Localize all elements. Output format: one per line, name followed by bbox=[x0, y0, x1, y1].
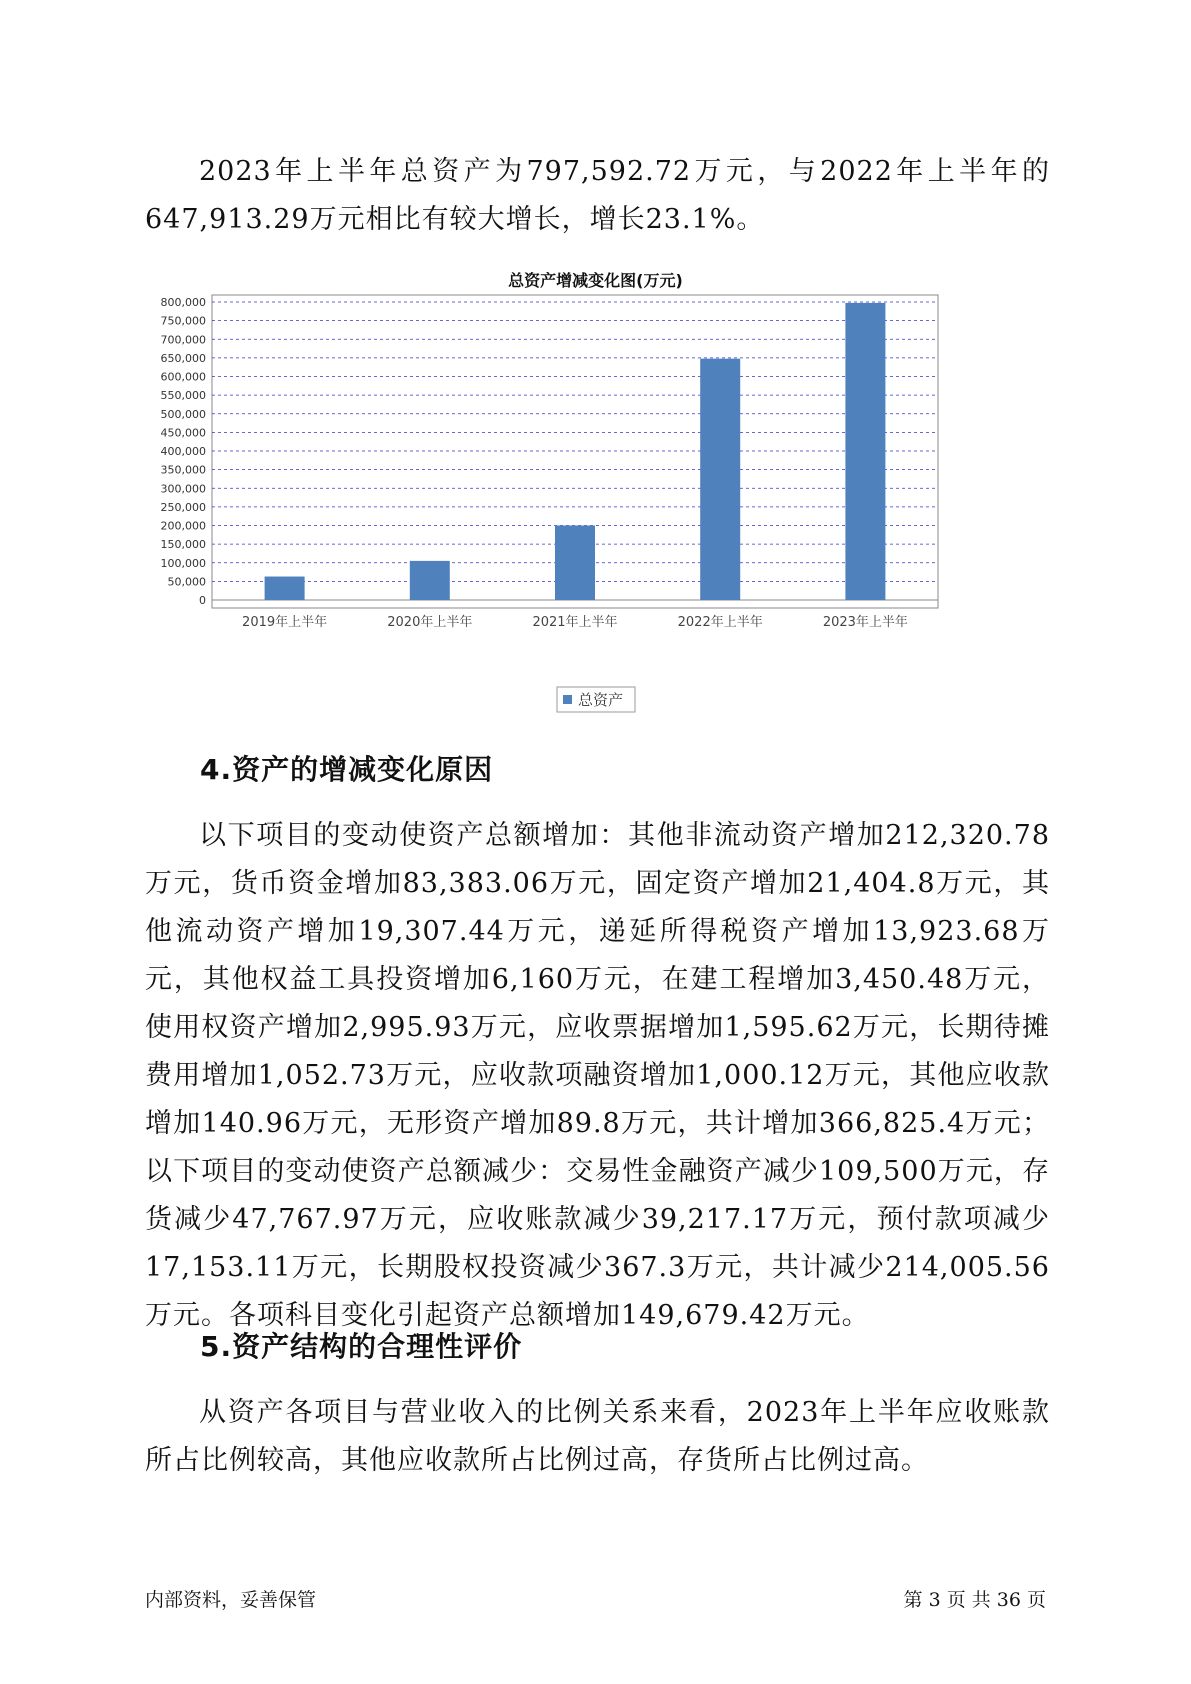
x-tick-label: 2021年上半年 bbox=[532, 615, 618, 630]
y-tick-labels bbox=[161, 296, 207, 607]
y-tick-label: 100,000 bbox=[160, 556, 206, 570]
total-assets-bar-chart bbox=[0, 0, 1191, 720]
x-tick-label: 2020年上半年 bbox=[387, 615, 473, 630]
section5-heading: 5.资产结构的合理性评价 bbox=[200, 1330, 523, 1363]
section4-heading: 4.资产的增减变化原因 bbox=[200, 753, 494, 786]
y-tick-label: 150,000 bbox=[160, 538, 206, 552]
x-tick-labels bbox=[242, 614, 908, 630]
x-tick-label: 2023年上半年 bbox=[822, 615, 908, 630]
bar bbox=[555, 526, 595, 601]
chart-title: 总资产增减变化图(万元) bbox=[508, 271, 683, 290]
y-tick-label: 400,000 bbox=[160, 445, 206, 458]
y-tick-label: 250,000 bbox=[160, 500, 206, 514]
legend bbox=[557, 687, 635, 712]
footer-note: 内部资料，妥善保管 bbox=[145, 1589, 317, 1611]
y-tick-label: 300,000 bbox=[160, 482, 206, 496]
y-tick-label: 350,000 bbox=[160, 463, 206, 477]
y-tick-label: 500,000 bbox=[160, 407, 206, 421]
y-tick-label: 650,000 bbox=[160, 351, 206, 365]
y-tick-label: 200,000 bbox=[160, 519, 206, 533]
bar bbox=[845, 303, 885, 600]
y-tick-label: 750,000 bbox=[160, 314, 206, 328]
bar bbox=[410, 561, 450, 600]
legend-label: 总资产 bbox=[578, 691, 624, 709]
page-number: 第 3 页 共 36 页 bbox=[903, 1589, 1046, 1611]
bar bbox=[265, 577, 305, 600]
section4-paragraph: 以下项目的变动使资产总额增加：其他非流动资产增加212,320.78万元，货币资金增加83,383.06万元，固定资产增加21,404.8万元，其他流动资产增加19,307.44万元，递延所得税资产增加13,923.68万元，其他权益工具投资增加6,160万元，在建工程增加3,450.48万元，使用权资产增加2,995.93万元，应收票据增加1,595.62万元，长期待摊费用增加1,052.73万元，应收款项融资增加1,000.12万元，其他应收款增加140.96万元，无形资产增加89.8万元，共计增加366,825.4万元；以下项目的变动使资产总额减少：交易性金融资产减少109,500万元，存货减少47,767.97万元，应收账款减少39,217.17万元，预付款项减少17,153.11万元，长期股权投资减少367.3万元，共计减少214,005.56万元。各项科目变化引起资产总额增加149,679.42万元。 bbox=[145, 820, 1050, 1331]
y-tick-label: 700,000 bbox=[160, 333, 206, 347]
x-tick-label: 2022年上半年 bbox=[677, 615, 763, 630]
y-tick-label: 450,000 bbox=[160, 426, 206, 440]
y-tick-label: 550,000 bbox=[160, 389, 206, 403]
y-tick-label: 800,000 bbox=[160, 296, 206, 309]
y-tick-label: 50,000 bbox=[167, 575, 206, 589]
x-tick-label: 2019年上半年 bbox=[242, 615, 328, 630]
section5-paragraph: 从资产各项目与营业收入的比例关系来看，2023年上半年应收账款所占比例较高，其他应收款所占比例过高，存货所占比例过高。 bbox=[145, 1397, 1050, 1476]
bar bbox=[700, 359, 740, 600]
y-tick-label: 0 bbox=[199, 594, 206, 607]
intro-paragraph: 2023年上半年总资产为797,592.72万元，与2022年上半年的647,913.29万元相比有较大增长，增长23.1%。 bbox=[145, 156, 1050, 235]
legend-swatch bbox=[563, 695, 572, 704]
y-tick-label: 600,000 bbox=[160, 370, 206, 384]
